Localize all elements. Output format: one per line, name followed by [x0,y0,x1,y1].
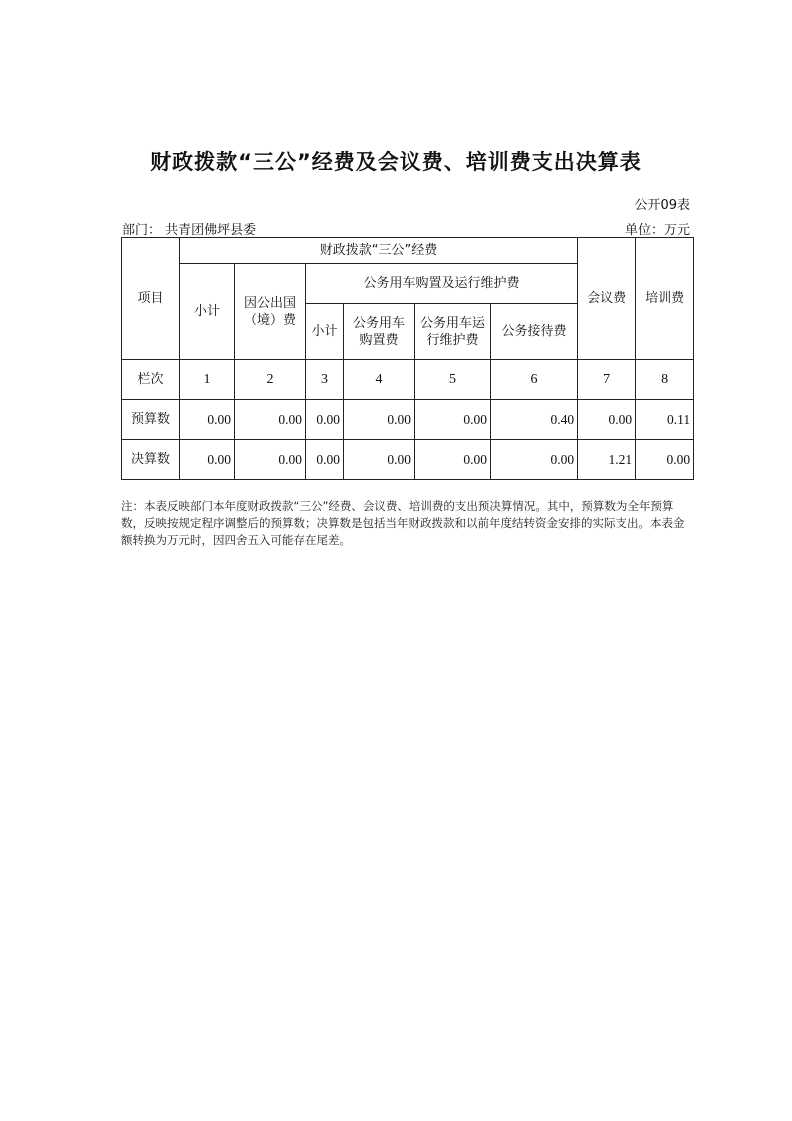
value-cell: 0.00 [491,440,578,480]
header-training: 培训费 [636,238,694,360]
index-cell: 1 [180,360,235,400]
value-cell: 0.00 [180,440,235,480]
form-code: 公开09表 [634,198,690,213]
header-vehicle-purchase: 公务用车购置费 [344,304,415,360]
index-cell: 6 [491,360,578,400]
table-row-index [122,360,694,400]
index-cell: 8 [636,360,694,400]
expense-table [121,237,694,480]
value-cell: 1.21 [578,440,636,480]
footnote: 注：本表反映部门本年度财政拨款“三公”经费、会议费、培训费的支出预决算情况。其中，预算数为全年预算数，反映按规定程序调整后的预算数；决算数是包括当年财政拨款和以前年度结转资金安排的实际支出。本表金额转换为万元时，因四舍五入可能存在尾差。 [121,499,685,547]
value-cell: 0.00 [415,400,491,440]
value-cell: 0.00 [235,440,306,480]
index-cell: 2 [235,360,306,400]
table-row-budget [122,400,694,440]
index-cell: 3 [306,360,344,400]
header-vehicle-operation: 公务用车运行维护费 [415,304,491,360]
department-label: 部门： 共青团佛坪县委 [122,223,257,238]
row-label: 决算数 [122,440,180,480]
value-cell: 0.00 [306,440,344,480]
value-cell: 0.00 [344,440,415,480]
value-cell: 0.00 [636,440,694,480]
header-vehicle-subtotal: 小计 [306,304,344,360]
header-meeting: 会议费 [578,238,636,360]
unit-label: 单位：万元 [624,223,690,238]
value-cell: 0.00 [180,400,235,440]
table-row-final [122,440,694,480]
value-cell: 0.40 [491,400,578,440]
header-abroad: 因公出国（境）费 [235,264,306,360]
header-reception: 公务接待费 [491,304,578,360]
value-cell: 0.11 [636,400,694,440]
value-cell: 0.00 [415,440,491,480]
value-cell: 0.00 [235,400,306,440]
row-label: 预算数 [122,400,180,440]
value-cell: 0.00 [578,400,636,440]
row-label: 栏次 [122,360,180,400]
header-subtotal: 小计 [180,264,235,360]
index-cell: 4 [344,360,415,400]
header-vehicle-group: 公务用车购置及运行维护费 [306,264,578,304]
page-title: 财政拨款“三公”经费及会议费、培训费支出决算表 [150,150,642,174]
index-cell: 5 [415,360,491,400]
header-three-public: 财政拨款“三公”经费 [180,238,578,264]
value-cell: 0.00 [344,400,415,440]
value-cell: 0.00 [306,400,344,440]
header-project: 项目 [122,238,180,360]
index-cell: 7 [578,360,636,400]
